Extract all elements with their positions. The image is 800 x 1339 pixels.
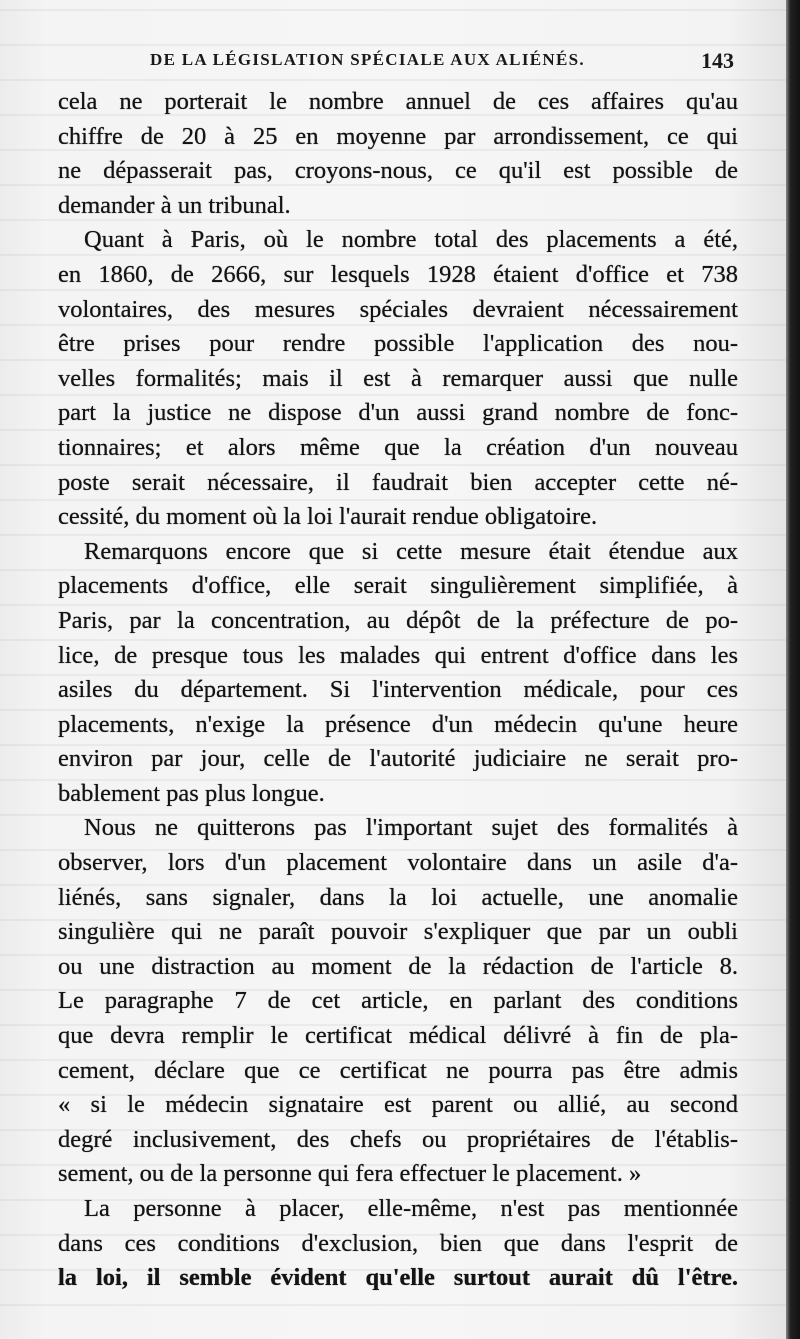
text-line: singulière qui ne paraît pouvoir s'expliquer que par un oubli (58, 918, 738, 946)
page-number: 143 (701, 48, 734, 73)
text-line: « si le médecin signataire est parent ou allié, au second (58, 1091, 738, 1119)
text-line: environ par jour, celle de l'autorité judiciaire ne serait pro- (58, 745, 738, 773)
paragraph-start-line: Quant à Paris, où le nombre total des placements a été, (84, 226, 738, 254)
text-line: lice, de presque tous les malades qui entrent d'office dans les (58, 641, 738, 669)
text-line: cement, déclare que ce certificat ne pourra pas être admis (58, 1056, 738, 1084)
body-text (58, 85, 738, 1296)
paragraph-start-line: Remarquons encore que si cette mesure était étendue aux (84, 537, 738, 565)
text-line: dans ces conditions d'exclusion, bien que dans l'esprit de (58, 1229, 738, 1257)
text-line: cela ne porterait le nombre annuel de ces affaires qu'au (58, 88, 738, 115)
text-line: asiles du département. Si l'intervention médicale, pour ces (58, 676, 738, 704)
text-line: la loi, il semble évident qu'elle surtout aurait dû l'être. (58, 1264, 738, 1292)
running-title: DE LA LÉGISLATION SPÉCIALE AUX ALIÉNÉS. (150, 50, 585, 69)
paragraph-start-line: Nous ne quitterons pas l'important sujet des formalités à (84, 814, 738, 842)
text-line: bablement pas plus longue. (58, 779, 325, 807)
text-line: degré inclusivement, des chefs ou propriétaires de l'établis- (58, 1125, 738, 1153)
text-line: tionnaires; et alors même que la création d'un nouveau (58, 433, 738, 461)
text-line: Paris, par la concentration, au dépôt de la préfecture de po- (58, 606, 738, 634)
text-line: Le paragraphe 7 de cet article, en parlant des conditions (58, 987, 738, 1015)
text-line: velles formalités; mais il est à remarquer aussi que nulle (58, 364, 738, 392)
text-line: être prises pour rendre possible l'application des nou- (58, 330, 738, 358)
text-line: ne dépasserait pas, croyons-nous, ce qu'il est possible de (58, 157, 738, 185)
paragraph-start-line: La personne à placer, elle-même, n'est pas mentionnée (84, 1195, 738, 1222)
text-line: volontaires, des mesures spéciales devraient nécessairement (58, 295, 738, 323)
text-line: liénés, sans signaler, dans la loi actuelle, une anomalie (58, 883, 738, 911)
text-line: en 1860, de 2666, sur lesquels 1928 étaient d'office et 738 (58, 260, 738, 288)
page-header (150, 48, 740, 78)
text-line: chiffre de 20 à 25 en moyenne par arrondissement, ce qui (58, 122, 738, 150)
text-line: que devra remplir le certificat médical délivré à fin de pla- (58, 1022, 738, 1050)
text-line: part la justice ne dispose d'un aussi grand nombre de fonc- (58, 399, 738, 427)
text-line: demander à un tribunal. (58, 191, 291, 219)
text-line: cessité, du moment où la loi l'aurait rendue obligatoire. (58, 503, 598, 531)
text-line: placements, n'exige la présence d'un médecin qu'une heure (58, 710, 738, 738)
text-line: sement, ou de la personne qui fera effectuer le placement. » (58, 1160, 642, 1188)
page-edge-shadow (786, 0, 800, 1339)
text-line: placements d'office, elle serait singulièrement simplifiée, à (58, 572, 738, 600)
text-line: poste serait nécessaire, il faudrait bien accepter cette né- (58, 468, 738, 496)
text-line: ou une distraction au moment de la rédaction de l'article 8. (58, 952, 738, 980)
text-line: observer, lors d'un placement volontaire dans un asile d'a- (58, 849, 738, 877)
